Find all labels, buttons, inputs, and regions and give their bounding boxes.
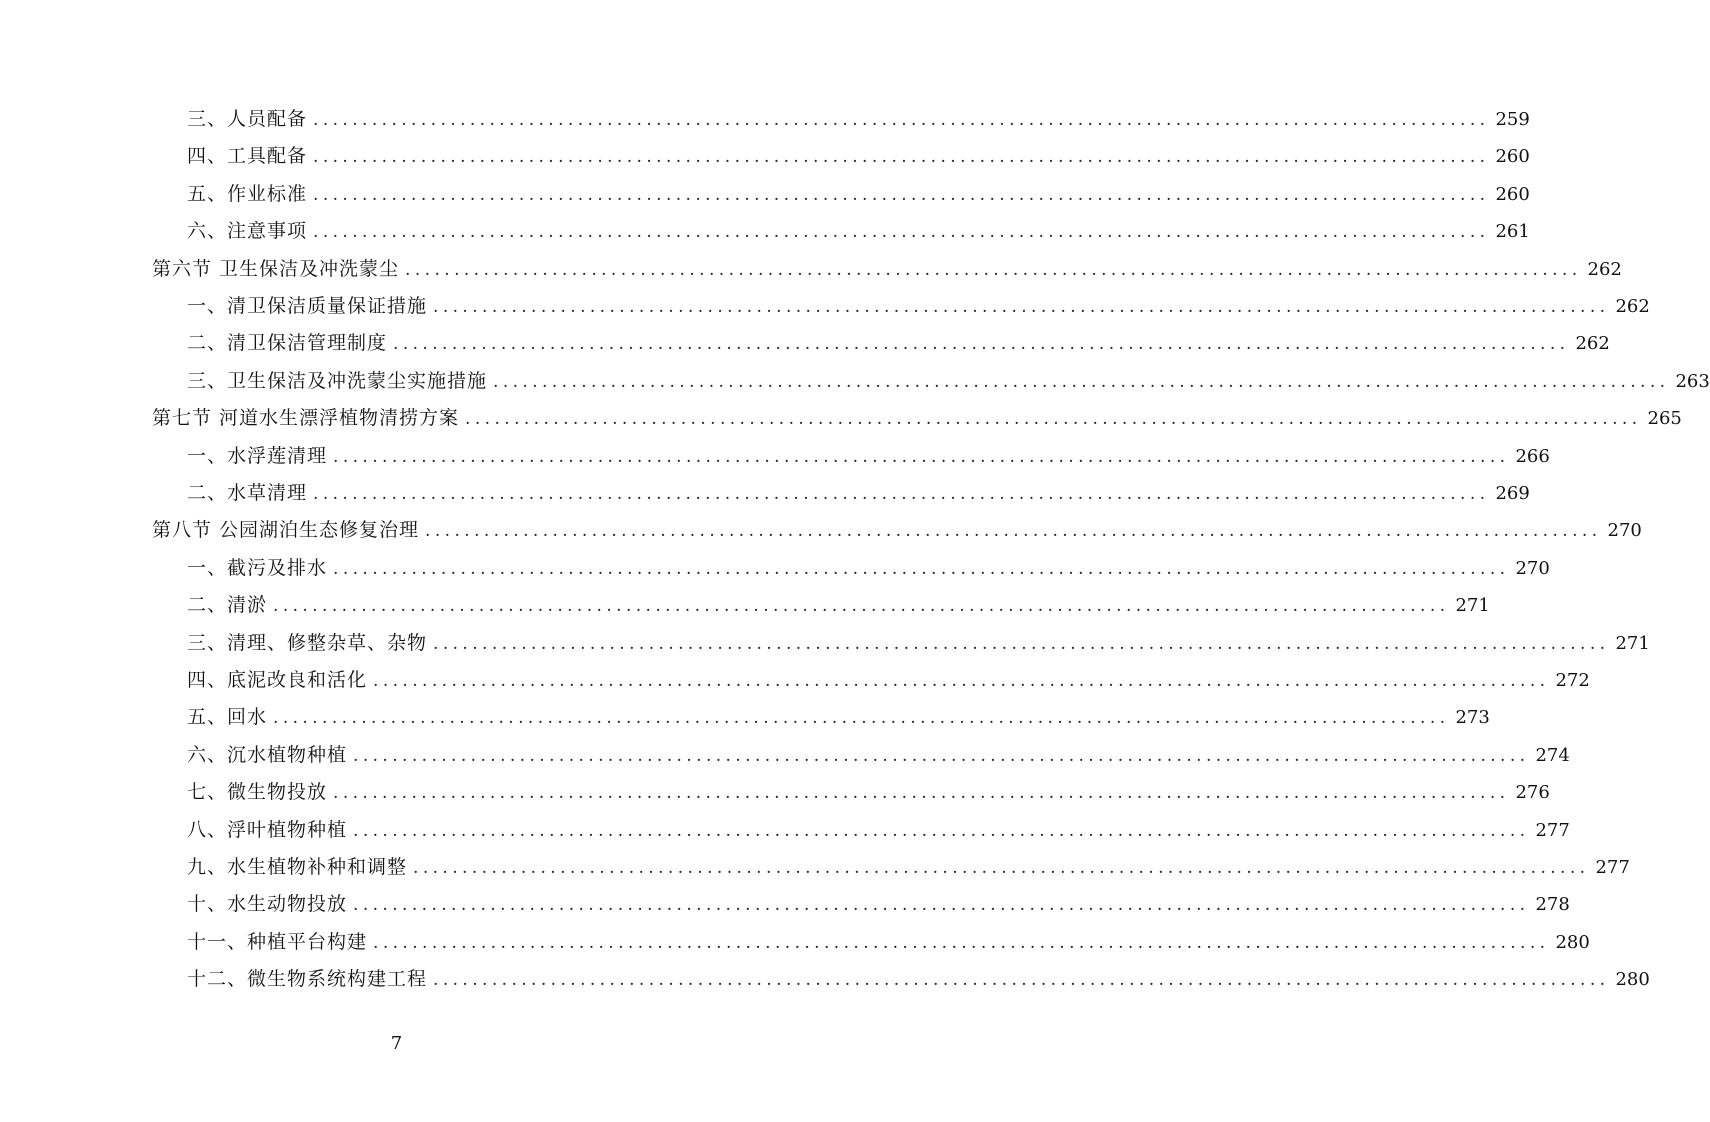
toc-dot-leader: ........................................................................................................................ xyxy=(393,334,1570,355)
toc-entry[interactable] xyxy=(187,703,1490,731)
toc-entry-title: 三、清理、修整杂草、杂物 xyxy=(187,631,428,654)
toc-dot-leader: ........................................................................................................................ xyxy=(465,409,1642,430)
toc-entry-page: 266 xyxy=(1515,445,1550,467)
toc-dot-leader: ........................................................................................................................ xyxy=(433,297,1610,317)
toc-entry-page: 270 xyxy=(1607,520,1642,542)
toc-entry-page: 280 xyxy=(1615,969,1650,991)
toc-entry-page: 262 xyxy=(1575,333,1610,355)
toc-entry-title: 十一、种植平台构建 xyxy=(187,930,368,953)
toc-entry-page: 280 xyxy=(1555,931,1590,953)
toc-dot-leader: ........................................................................................................................ xyxy=(373,932,1550,953)
toc-dot-leader: ........................................................................................................................ xyxy=(313,484,1490,504)
toc-section-entry[interactable] xyxy=(152,255,1622,283)
toc-dot-leader: ........................................................................................................................ xyxy=(273,708,1450,729)
toc-entry[interactable] xyxy=(187,816,1570,844)
toc-entry-title: 四、工具配备 xyxy=(187,145,308,168)
toc-entry[interactable] xyxy=(187,180,1530,208)
toc-dot-leader: ........................................................................................................................ xyxy=(333,558,1510,579)
toc-entry[interactable] xyxy=(187,890,1570,918)
toc-dot-leader: ........................................................................................................................ xyxy=(313,184,1490,205)
toc-entry-title: 九、水生植物补种和调整 xyxy=(187,856,408,878)
toc-entry[interactable] xyxy=(187,442,1550,470)
toc-entry-title: 八、浮叶植物种植 xyxy=(187,818,348,841)
toc-entry-page: 278 xyxy=(1535,894,1570,916)
toc-entry[interactable] xyxy=(187,479,1530,507)
toc-entry-page: 263 xyxy=(1675,370,1710,392)
toc-dot-leader: ........................................................................................................................ xyxy=(313,222,1490,243)
toc-entry-title: 三、人员配备 xyxy=(187,108,308,130)
toc-entry-page: 272 xyxy=(1555,670,1590,691)
toc-entry-page: 273 xyxy=(1455,707,1490,729)
toc-entry[interactable] xyxy=(187,778,1550,806)
toc-entry-title: 二、水草清理 xyxy=(187,482,308,504)
toc-dot-leader: ........................................................................................................................ xyxy=(353,895,1530,916)
toc-dot-leader: ........................................................................................................................ xyxy=(353,820,1530,841)
toc-dot-leader: ........................................................................................................................ xyxy=(413,858,1590,878)
toc-entry-title: 十、水生动物投放 xyxy=(187,893,348,916)
toc-dot-leader: ........................................................................................................................ xyxy=(313,147,1490,168)
toc-dot-leader: ........................................................................................................................ xyxy=(433,970,1610,991)
toc-entry-page: 269 xyxy=(1495,483,1530,504)
toc-entry-page: 261 xyxy=(1495,221,1530,243)
toc-dot-leader: ........................................................................................................................ xyxy=(353,745,1530,766)
toc-entry-page: 274 xyxy=(1535,744,1570,766)
toc-entry[interactable] xyxy=(187,629,1650,657)
toc-dot-leader: ........................................................................................................................ xyxy=(405,259,1582,280)
toc-dot-leader: ........................................................................................................................ xyxy=(373,671,1550,691)
toc-entry[interactable] xyxy=(187,928,1590,956)
toc-entry-page: 276 xyxy=(1515,782,1550,804)
toc-dot-leader: ........................................................................................................................ xyxy=(333,783,1510,804)
toc-entry-page: 271 xyxy=(1615,632,1650,654)
toc-entry-title: 七、微生物投放 xyxy=(187,781,328,804)
toc-entry-title: 五、回水 xyxy=(187,706,268,729)
toc-entry-title: 六、沉水植物种植 xyxy=(187,743,348,766)
toc-entry-title: 二、清卫保洁管理制度 xyxy=(187,332,388,355)
toc-entry[interactable] xyxy=(187,853,1630,881)
toc-entry[interactable] xyxy=(187,329,1610,357)
toc-entry-title: 六、注意事项 xyxy=(187,220,308,243)
toc-entry[interactable] xyxy=(187,142,1530,170)
toc-dot-leader: ........................................................................................................................ xyxy=(273,596,1450,617)
toc-entry-title: 四、底泥改良和活化 xyxy=(187,669,368,691)
toc-entry-title: 三、卫生保洁及冲洗蒙尘实施措施 xyxy=(187,369,488,392)
toc-entry-title: 一、截污及排水 xyxy=(187,556,328,579)
footer-page-number: 7 xyxy=(390,1033,403,1054)
toc-entry-page: 270 xyxy=(1515,557,1550,579)
toc-entry[interactable] xyxy=(187,217,1530,245)
toc-entry-page: 262 xyxy=(1615,296,1650,317)
toc-dot-leader: ........................................................................................................................ xyxy=(433,633,1610,654)
toc-entry[interactable] xyxy=(187,105,1530,133)
toc-entry-title: 一、清卫保洁质量保证措施 xyxy=(187,295,428,317)
toc-entry-page: 271 xyxy=(1455,595,1490,617)
toc-entry-title: 十二、微生物系统构建工程 xyxy=(187,968,428,991)
toc-entry[interactable] xyxy=(187,554,1550,582)
toc-entry[interactable] xyxy=(187,965,1650,993)
toc-entry[interactable] xyxy=(187,741,1570,769)
toc-dot-leader: ........................................................................................................................ xyxy=(425,521,1602,542)
toc-entry-title: 第六节 卫生保洁及冲洗蒙尘 xyxy=(152,257,400,280)
toc-entry[interactable] xyxy=(187,292,1650,320)
toc-entry-page: 277 xyxy=(1535,819,1570,841)
toc-section-entry[interactable] xyxy=(152,516,1642,544)
toc-entry-page: 260 xyxy=(1495,183,1530,205)
toc-entry[interactable] xyxy=(187,591,1490,619)
toc-entry-title: 第七节 河道水生漂浮植物清捞方案 xyxy=(152,407,460,430)
toc-entry-title: 二、清淤 xyxy=(187,594,268,617)
toc-section-entry[interactable] xyxy=(152,404,1682,432)
toc-dot-leader: ........................................................................................................................ xyxy=(333,446,1510,467)
toc-entry-page: 262 xyxy=(1587,258,1622,280)
toc-dot-leader: ........................................................................................................................ xyxy=(313,110,1490,130)
toc-entry[interactable] xyxy=(187,666,1590,694)
toc-entry-title: 第八节 公园湖泊生态修复治理 xyxy=(152,519,420,542)
toc-dot-leader: ........................................................................................................................ xyxy=(493,371,1670,392)
toc-entry-page: 259 xyxy=(1495,109,1530,130)
toc-entry-page: 260 xyxy=(1495,146,1530,168)
toc-entry-page: 277 xyxy=(1595,857,1630,878)
toc-entry-page: 265 xyxy=(1647,408,1682,430)
toc-entry-title: 一、水浮莲清理 xyxy=(187,444,328,467)
toc-entry[interactable] xyxy=(187,367,1710,395)
toc-entry-title: 五、作业标准 xyxy=(187,182,308,205)
